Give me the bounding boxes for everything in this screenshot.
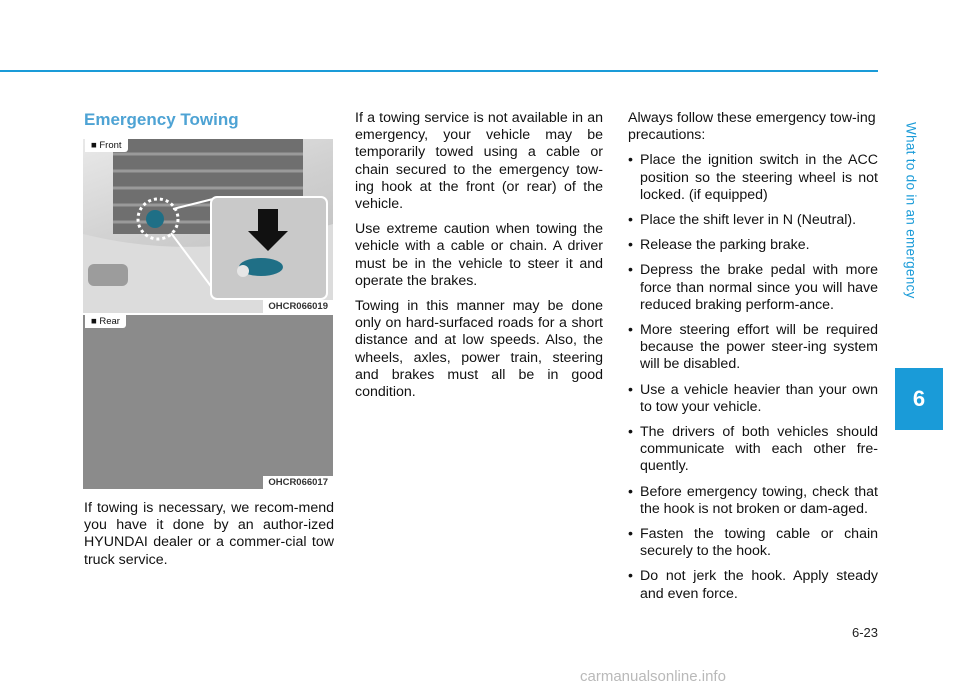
front-figure-code: OHCR066019 <box>263 300 333 313</box>
rear-tow-hook-figure <box>83 315 333 489</box>
paragraph: Use extreme caution when towing the vehicle with a cable or chain. A driver must be in the vehicle to steer it and operate the brakes. <box>355 221 603 289</box>
column-3 <box>628 110 878 611</box>
paragraph: If a towing service is not available in an emergency, your vehicle may be temporarily towed using a cable or chain secured to the emergency tow-ing hook at the front (or rear) of the vehicle. <box>355 110 603 213</box>
top-rule <box>0 70 878 72</box>
list-item: • Place the shift lever in N (Neutral). <box>628 212 878 229</box>
section-tab-title: What to do in an emergency <box>903 121 919 299</box>
list-item: • Depress the brake pedal with more force than normal since you will have reduced braking perform-ance. <box>628 262 878 314</box>
list-item: • Before emergency towing, check that the hook is not broken or dam-aged. <box>628 484 878 518</box>
rear-figure-label: ■ Rear <box>85 315 126 328</box>
paragraph: If towing is necessary, we recom-mend you have it done by an author-ized HYUNDAI dealer or a commer-cial tow truck service. <box>84 500 334 568</box>
list-item: • The drivers of both vehicles should communicate with each other fre-quently. <box>628 424 878 476</box>
front-figure-label: ■ Front <box>85 139 128 152</box>
chapter-number-badge: 6 <box>895 368 943 430</box>
section-heading: Emergency Towing <box>84 110 239 129</box>
column-1 <box>84 500 334 577</box>
list-item: • Use a vehicle heavier than your own to tow your vehicle. <box>628 382 878 416</box>
column-2 <box>355 110 603 409</box>
rear-figure-code: OHCR066017 <box>263 476 333 489</box>
front-bumper-illustration <box>83 139 333 313</box>
list-item: • More steering effort will be required because the power steer-ing system will be disabled. <box>628 322 878 374</box>
list-item: • Release the parking brake. <box>628 237 878 254</box>
paragraph: Towing in this manner may be done only on hard-surfaced roads for a short distance and at low speeds. Also, the wheels, axles, power train, steering and brakes must all be in good condition. <box>355 298 603 401</box>
list-item: • Fasten the towing cable or chain securely to the hook. <box>628 526 878 560</box>
precautions-intro: Always follow these emergency tow-ing precautions: <box>628 110 876 144</box>
front-tow-hook-figure <box>83 139 333 313</box>
list-item: • Do not jerk the hook. Apply steady and even force. <box>628 568 878 602</box>
list-item: • Place the ignition switch in the ACC position so the steering wheel is not locked. (if equipped) <box>628 152 878 204</box>
precautions-list <box>628 152 878 602</box>
footer-watermark: carmanualsonline.info <box>580 668 726 685</box>
page-number: 6-23 <box>851 625 878 640</box>
